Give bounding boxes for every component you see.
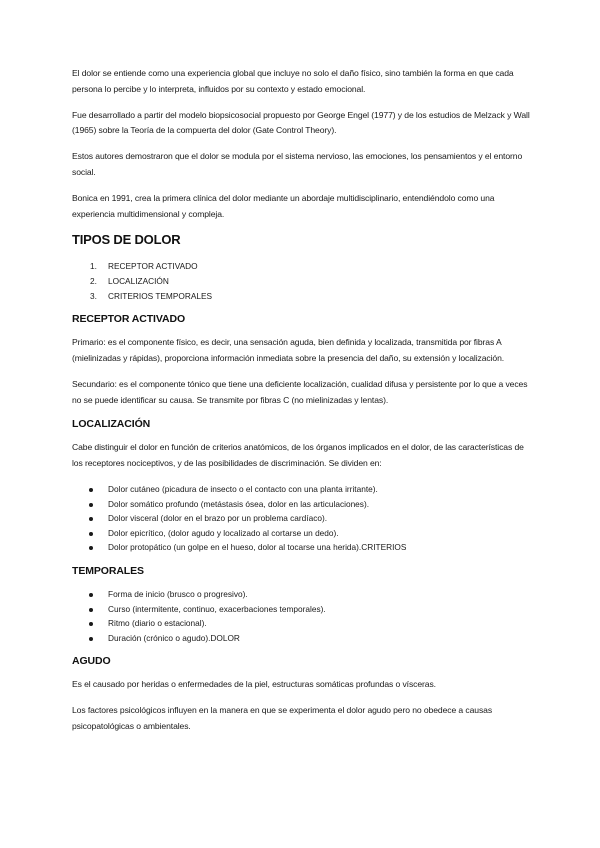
- localizacion-intro-paragraph: Cabe distinguir el dolor en función de criterios anatómicos, de los órganos implicados en el dolor, de las características de los receptores nociceptivos, y de las posibilidades de discriminación. Se dividen en:: [72, 442, 524, 469]
- receptor-primario-paragraph: Primario: es el componente físico, es decir, una sensación aguda, bien definida y localizada, transmitida por fibras A (mielinizadas y rápidas), proporciona información inmediata sobre la presencia del daño, su extensión y localización.: [72, 337, 505, 363]
- list-item: [72, 616, 532, 631]
- bullet-icon: [89, 608, 93, 612]
- list-item-text: Dolor protopático (un golpe en el hueso, dolor al tocarse una herida).CRITERIOS: [108, 542, 407, 553]
- tipos-list: [72, 259, 532, 303]
- intro-paragraph-2: Fue desarrollado a partir del modelo biopsicosocial propuesto por George Engel (1977) y de los estudios de Melzack y Wall (1965) sobre la Teoría de la compuerta del dolor (Gate Control Theory).: [72, 109, 530, 136]
- bullet-icon: [89, 517, 93, 521]
- list-item: [72, 540, 532, 555]
- list-item: [72, 259, 532, 274]
- list-item: [72, 497, 532, 512]
- list-item: [72, 602, 532, 617]
- list-item-text: Dolor visceral (dolor en el brazo por un problema cardíaco).: [108, 513, 328, 524]
- bullet-icon: [89, 503, 93, 507]
- list-item-text: Ritmo (diario o estacional).: [108, 618, 207, 629]
- intro-paragraph-3: Estos autores demostraron que el dolor se modula por el sistema nervioso, las emociones, los pensamientos y el entorno social.: [72, 151, 523, 177]
- bullet-icon: [89, 593, 93, 597]
- receptor-heading: RECEPTOR ACTIVADO: [72, 313, 186, 326]
- localizacion-list: [72, 482, 532, 555]
- temporales-list: [72, 587, 532, 645]
- list-item-text: Dolor cutáneo (picadura de insecto o el contacto con una planta irritante).: [108, 483, 378, 494]
- receptor-secundario-paragraph: Secundario: es el componente tónico que tiene una deficiente localización, cualidad difusa y persistente por lo que a veces no se puede identificar su causa. Se transmite por fibras C (no mielinizadas y lentas).: [72, 378, 528, 405]
- list-item: [72, 289, 532, 304]
- list-item: [72, 511, 532, 526]
- bullet-icon: [89, 546, 93, 550]
- list-item-label: CRITERIOS TEMPORALES: [108, 290, 213, 301]
- intro-paragraph-4: Bonica en 1991, crea la primera clínica del dolor mediante un abordaje multidisciplinario, entendiéndolo como una experiencia multidimensional y compleja.: [72, 192, 495, 219]
- list-number: 3.: [90, 290, 97, 301]
- list-item: [72, 274, 532, 289]
- agudo-heading: AGUDO: [72, 655, 111, 668]
- list-item: [72, 587, 532, 602]
- bullet-icon: [89, 532, 93, 536]
- list-item: [72, 526, 532, 541]
- bullet-icon: [89, 637, 93, 641]
- agudo-paragraph-2: Los factores psicológicos influyen en la manera en que se experimenta el dolor agudo pero no obedece a causas psicopatológicas o ambientales.: [72, 705, 493, 731]
- list-item-label: LOCALIZACIÓN: [108, 275, 169, 286]
- list-number: 1.: [90, 261, 97, 272]
- list-item-text: Dolor epicrítico, (dolor agudo y localizado al cortarse un dedo).: [108, 527, 339, 538]
- temporales-heading: TEMPORALES: [72, 564, 144, 577]
- bullet-icon: [89, 622, 93, 626]
- list-number: 2.: [90, 275, 97, 286]
- list-item-text: Dolor somático profundo (metástasis ósea, dolor en las articulaciones).: [108, 498, 370, 509]
- document-page: [72, 66, 532, 745]
- intro-paragraph-1: El dolor se entiende como una experiencia global que incluye no solo el daño físico, sino también la forma en que cada persona lo percibe y lo interpreta, influidos por su contexto y estado emocional.: [72, 68, 514, 94]
- tipos-heading: TIPOS DE DOLOR: [72, 232, 181, 248]
- list-item-text: Duración (crónico o agudo).DOLOR: [108, 632, 240, 643]
- list-item: [72, 631, 532, 646]
- list-item-text: Forma de inicio (brusco o progresivo).: [108, 588, 248, 599]
- list-item-label: RECEPTOR ACTIVADO: [108, 261, 198, 272]
- agudo-paragraph-1: Es el causado por heridas o enfermedades de la piel, estructuras somáticas profundas o vísceras.: [72, 679, 436, 690]
- localizacion-heading: LOCALIZACIÓN: [72, 418, 151, 431]
- bullet-icon: [89, 488, 93, 492]
- list-item: [72, 482, 532, 497]
- list-item-text: Curso (intermitente, continuo, exacerbaciones temporales).: [108, 603, 326, 614]
